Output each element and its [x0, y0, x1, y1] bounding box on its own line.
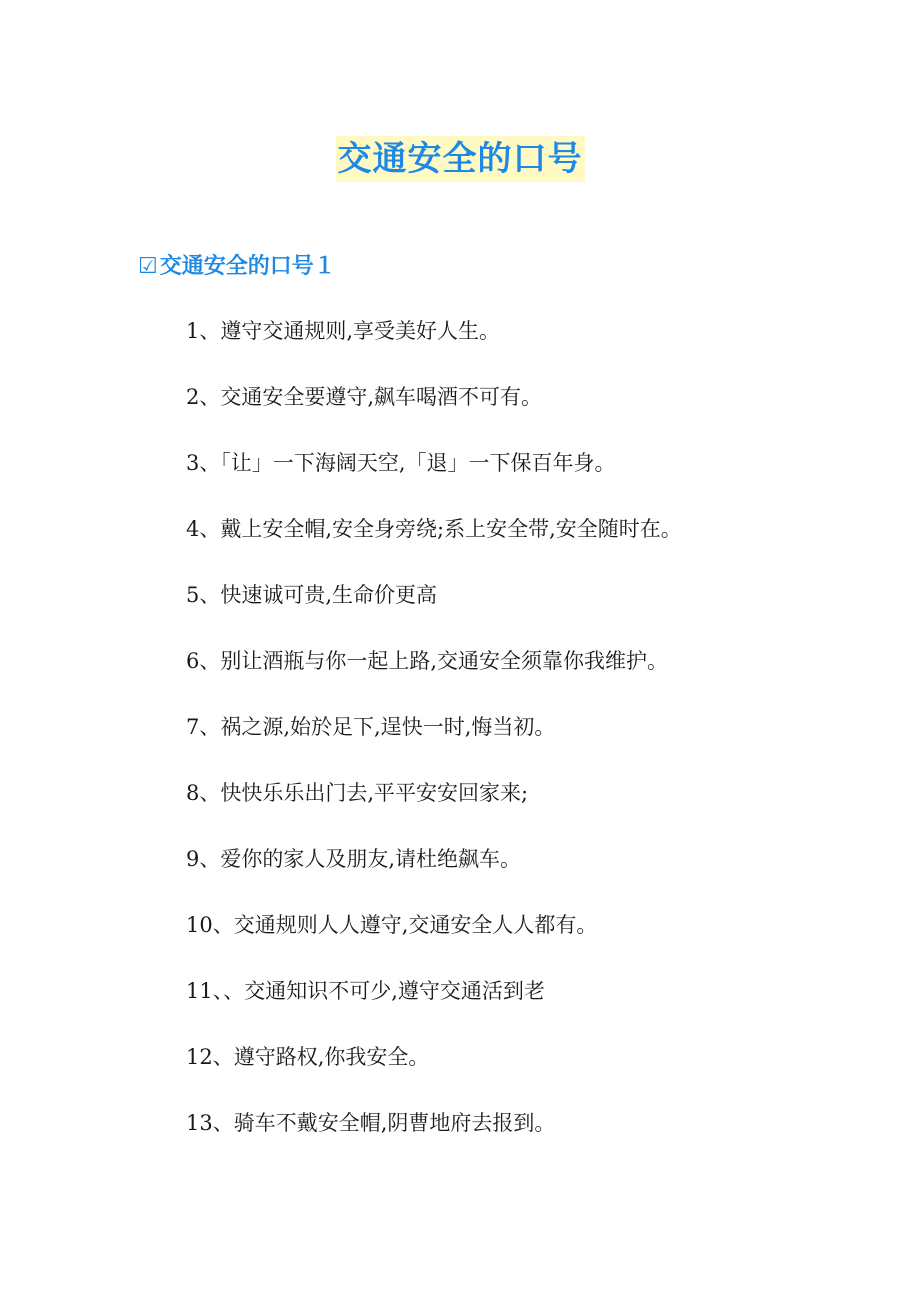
- list-item: 8、快快乐乐出门去,平平安安回家来;: [186, 781, 529, 805]
- page-title: 交通安全的口号: [336, 136, 585, 182]
- section-heading-text: 交通安全的口号１: [159, 253, 336, 279]
- list-item: 5、快速诚可贵,生命价更高: [186, 583, 438, 607]
- list-item: 13、骑车不戴安全帽,阴曹地府去报到。: [186, 1111, 556, 1135]
- list-item: 3、「让」一下海阔天空,「退」一下保百年身。: [186, 451, 616, 475]
- checkbox-icon: ☑: [138, 254, 158, 279]
- list-item: 4、戴上安全帽,安全身旁绕;系上安全带,安全随时在。: [186, 517, 682, 541]
- title-container: [0, 136, 920, 182]
- section-heading: [138, 250, 336, 283]
- slogan-list: [186, 314, 682, 1172]
- list-item: 7、祸之源,始於足下,逞快一时,悔当初。: [186, 715, 556, 739]
- list-item: 9、爱你的家人及朋友,请杜绝飙车。: [186, 847, 522, 871]
- list-item: 1、遵守交通规则,享受美好人生。: [186, 319, 501, 343]
- list-item: 12、遵守路权,你我安全。: [186, 1045, 430, 1069]
- list-item: 11、、交通知识不可少,遵守交通活到老: [186, 979, 545, 1003]
- list-item: 10、交通规则人人遵守,交通安全人人都有。: [186, 913, 598, 937]
- list-item: 2、交通安全要遵守,飙车喝酒不可有。: [186, 385, 543, 409]
- list-item: 6、别让酒瓶与你一起上路,交通安全须靠你我维护。: [186, 649, 669, 673]
